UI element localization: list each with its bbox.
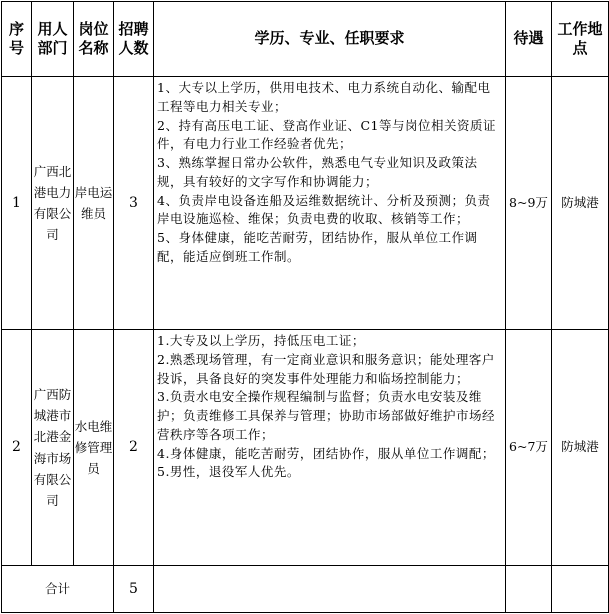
row-requirements	[154, 330, 506, 566]
requirement-item: 4.身体健康，能吃苦耐劳，团结协作，服从单位工作调配；	[157, 445, 495, 461]
total-label: 合计	[2, 566, 114, 613]
requirement-item: 2.熟悉现场管理，有一定商业意识和服务意识；能处理客户投诉，具备良好的突发事件处理能力和临场控制能力；	[157, 351, 495, 386]
requirement-item: 1、大专以上学历，供用电技术、电力系统自动化、输配电工程等电力相关专业；	[157, 80, 491, 114]
header-seq: 序号	[2, 2, 32, 77]
row-dept: 广西北港电力有限公司	[32, 77, 74, 330]
row-location: 防城港	[552, 77, 609, 330]
requirement-item: 3、熟练掌握日常办公软件，熟悉电气专业知识及政策法规，具有较好的文字写作和协调能力；	[157, 155, 478, 189]
total-empty-cell	[552, 566, 609, 613]
requirement-item: 5、身体健康，能吃苦耐劳，团结协作，服从单位工作调配，能适应倒班工作制。	[157, 230, 478, 264]
row-salary: 6~7万	[506, 330, 552, 566]
row-seq: 1	[2, 77, 32, 330]
total-empty-cell	[154, 566, 506, 613]
row-location: 防城港	[552, 330, 609, 566]
header-dept: 用人部门	[32, 2, 74, 77]
row-position: 水电维修管理员	[74, 330, 114, 566]
requirement-item: 3.负责水电安全操作规程编制与监督；负责水电安装及维护；负责维修工具保养与管理；协助市场部做好维护市场经营秩序等各项工作；	[157, 389, 496, 442]
table-row	[2, 330, 609, 566]
header-count: 招聘人数	[114, 2, 154, 77]
total-row	[2, 566, 609, 613]
header-row	[2, 2, 609, 77]
header-location: 工作地点	[552, 2, 609, 77]
row-count: 2	[114, 330, 154, 566]
row-dept: 广西防城港市北港金海市场有限公司	[32, 330, 74, 566]
total-count: 5	[114, 566, 154, 613]
row-count: 3	[114, 77, 154, 330]
row-requirements	[154, 77, 506, 330]
header-position: 岗位名称	[74, 2, 114, 77]
recruitment-table	[1, 1, 609, 613]
total-empty-cell	[506, 566, 552, 613]
requirement-item: 4、负责岸电设备连船及运维数据统计、分析及预测；负责岸电设施巡检、维保；负责电费的收取、核销等工作；	[157, 192, 491, 227]
row-position: 岸电运维员	[74, 77, 114, 330]
header-requirements: 学历、专业、任职要求	[154, 2, 506, 77]
row-salary: 8~9万	[506, 77, 552, 330]
requirement-item: 1.大专及以上学历，持低压电工证；	[157, 333, 365, 348]
table-row	[2, 77, 609, 330]
requirement-item: 5.男性，退役军人优先。	[157, 464, 300, 480]
requirement-item: 2、持有高压电工证、登高作业证、C1等与岗位相关资质证件，有电力行业工作经验者优先；	[157, 117, 496, 152]
header-salary: 待遇	[506, 2, 552, 77]
row-seq: 2	[2, 330, 32, 566]
